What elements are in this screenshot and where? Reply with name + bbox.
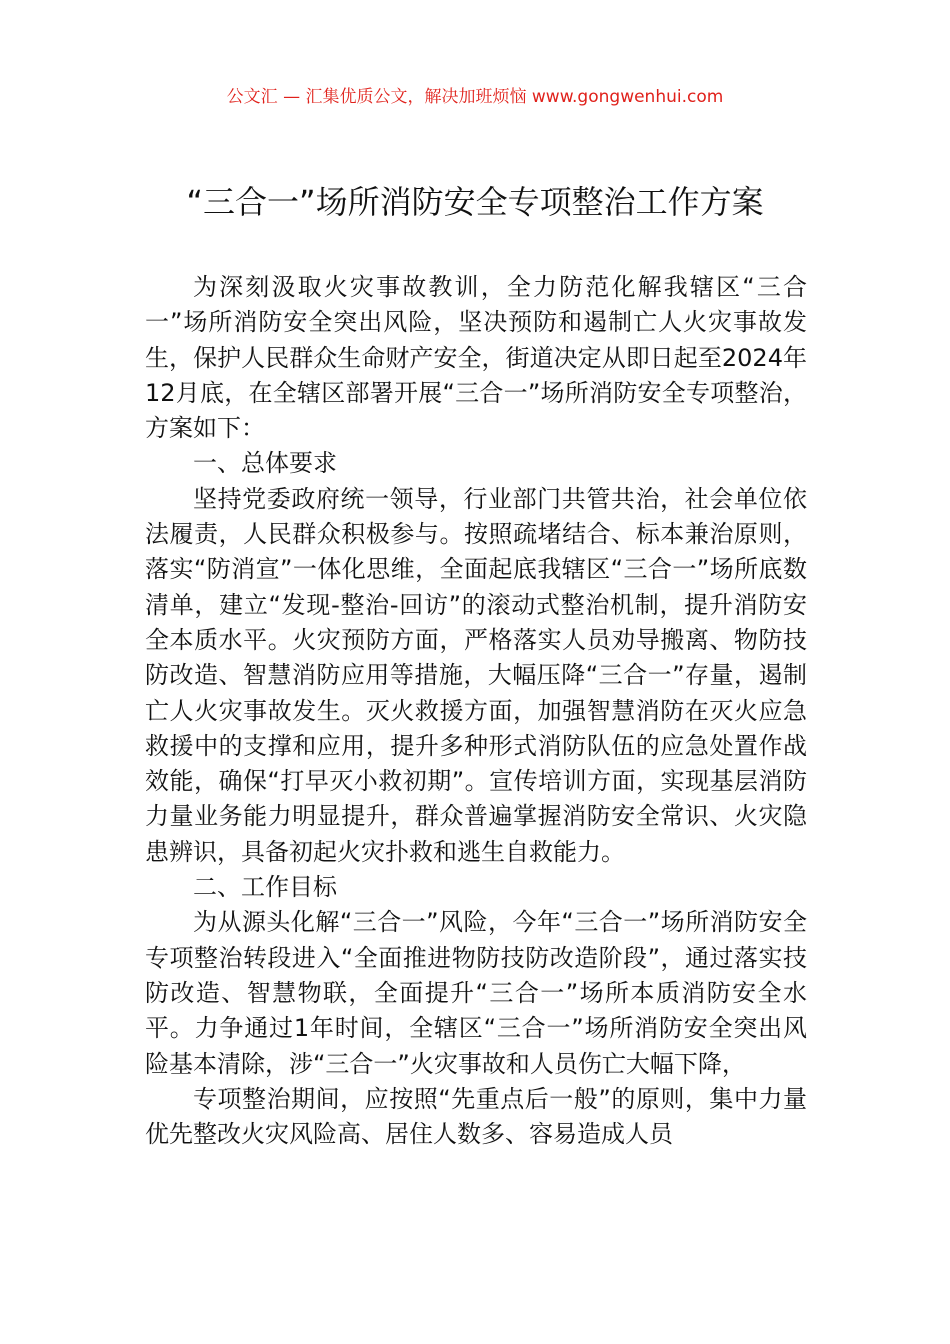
work-objectives-paragraph: 为从源头化解“三合一”风险，今年“三合一”场所消防安全专项整治转段进入“全面推进物防技防改造阶段”，通过落实技防改造、智慧物联，全面提升“三合一”场所本质消防安全水平。力争通过1年时间，全辖区“三合一”场所消防安全突出风险基本清除，涉“三合一”火灾事故和人员伤亡大幅下降，: [145, 908, 807, 1078]
general-requirements-paragraph: 坚持党委政府统一领导，行业部门共管共治，社会单位依法履责，人民群众积极参与。按照疏堵结合、标本兼治原则，落实“防消宣”一体化思维，全面起底我辖区“三合一”场所底数清单，建立“发现-整治-回访”的滚动式整治机制，提升消防安全本质水平。火灾预防方面，严格落实人员劝导搬离、物防技防改造、智慧消防应用等措施，大幅压降“三合一”存量，遏制亡人火灾事故发生。灭火救援方面，加强智慧消防在灭火应急救援中的支撑和应用，提升多种形式消防队伍的应急处置作战效能，确保“打早灭小救初期”。宣传培训方面，实现基层消防力量业务能力明显提升，群众普遍掌握消防安全常识、火灾隐患辨识，具备初起火灾扑救和逃生自救能力。: [145, 484, 807, 866]
intro-paragraph: 为深刻汲取火灾事故教训，全力防范化解我辖区“三合一”场所消防安全突出风险，坚决预防和遏制亡人火灾事故发生，保护人民群众生命财产安全，街道决定从即日起至2024年12月底，在全辖区部署开展“三合一”场所消防安全专项整治，方案如下：: [145, 273, 807, 443]
section-heading-general-requirements: 一、总体要求: [193, 449, 337, 478]
document-body: [145, 270, 807, 1152]
rectification-principle-paragraph: 专项整治期间，应按照“先重点后一般”的原则，集中力量优先整改火灾风险高、居住人数多、容易造成人员: [145, 1084, 807, 1149]
section-heading-work-objectives: 二、工作目标: [193, 873, 337, 902]
document-title: “三合一”场所消防安全专项整治工作方案: [186, 183, 764, 221]
header-banner: 公文汇 — 汇集优质公文，解决加班烦恼 www.gongwenhui.com: [226, 87, 724, 107]
